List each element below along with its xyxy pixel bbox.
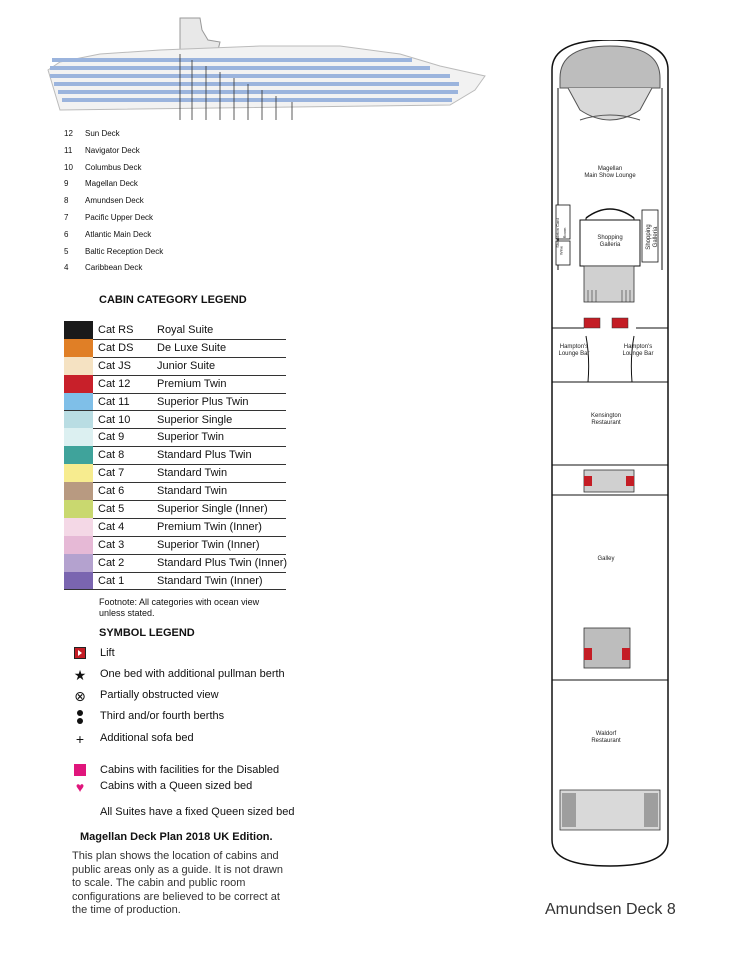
- color-swatch: [64, 464, 93, 482]
- color-swatch: [64, 339, 93, 357]
- plus-icon: +: [75, 731, 85, 747]
- deck-number: 8: [64, 196, 69, 206]
- category-code: Cat 7: [98, 467, 125, 480]
- deck-number: 7: [64, 213, 69, 222]
- category-name: Premium Twin: [157, 377, 227, 390]
- category-name: Standard Twin: [157, 485, 228, 498]
- deck-name-label: Columbus Deck: [85, 162, 142, 172]
- category-name: Superior Single (Inner): [157, 503, 268, 515]
- deck-name-label: Caribbean Deck: [85, 263, 143, 273]
- waldorf-restaurant-label: Waldorf Restaurant: [591, 731, 621, 744]
- shopping-galleria-label: Shopping Galleria: [597, 235, 623, 248]
- lift-icon: [584, 648, 592, 660]
- deck-number: 11: [64, 145, 73, 155]
- deck-name: Amundsen Deck 8: [545, 901, 676, 918]
- category-code: Cat 6: [98, 485, 125, 498]
- deck-plan-outline: [550, 40, 670, 870]
- color-swatch: [64, 411, 93, 429]
- symbol-label: Partially obstructed view: [100, 689, 219, 701]
- category-name: Premium Twin (Inner): [157, 520, 262, 533]
- cabin-legend-title: CABIN CATEGORY LEGEND: [99, 294, 247, 306]
- lift-icon: [622, 648, 630, 660]
- legend-row: [64, 500, 286, 519]
- category-name: Superior Twin: [157, 431, 225, 444]
- color-swatch: [64, 572, 93, 590]
- category-code: Cat 9: [98, 431, 125, 444]
- color-swatch: [64, 518, 93, 536]
- legend-row: [64, 518, 286, 537]
- berths-icon: [72, 709, 88, 725]
- category-name: Standard Plus Twin: [157, 449, 252, 462]
- star-icon: ★: [73, 667, 87, 683]
- footnote-line: Footnote: All categories with ocean view: [99, 597, 260, 607]
- category-name: Standard Twin (Inner): [157, 574, 263, 587]
- legend-row: [64, 321, 286, 340]
- symbol-label: Cabins with a Queen sized bed: [100, 780, 253, 792]
- legend-row: [64, 393, 286, 412]
- category-name: De Luxe Suite: [157, 341, 227, 354]
- deck-number: 9: [64, 179, 69, 189]
- category-code: Cat 10: [98, 413, 131, 426]
- lift-icon: [626, 476, 634, 486]
- category-code: Cat 12: [98, 377, 131, 390]
- obstructed-icon: ⊗: [74, 688, 86, 704]
- color-swatch: [64, 428, 93, 446]
- symbol-label: Additional sofa bed: [100, 732, 194, 744]
- main-show-lounge-label: Magellan Main Show Lounge: [584, 166, 636, 179]
- disabled-square-icon: [72, 763, 88, 779]
- card-room-label: Shackleton Card Room: [555, 218, 567, 248]
- lift-icon: [612, 318, 628, 328]
- deck-number: 10: [64, 162, 73, 172]
- deck-number: 6: [64, 229, 69, 239]
- side-shopping-galleria-label: Shopping Galleria: [646, 224, 659, 250]
- category-name: Standard Twin: [157, 467, 228, 480]
- legend-row: [64, 446, 286, 465]
- color-swatch: [64, 500, 93, 518]
- deck-number: 5: [64, 246, 69, 256]
- category-code: Cat RS: [98, 324, 134, 336]
- category-code: Cat 11: [98, 395, 130, 408]
- category-name: Superior Single: [157, 413, 233, 426]
- category-name: Royal Suite: [157, 324, 214, 336]
- symbol-label: Third and/or fourth berths: [100, 710, 225, 722]
- category-code: Cat 5: [98, 503, 125, 515]
- symbol-label: One bed with additional pullman berth: [100, 668, 285, 680]
- category-code: Cat 1: [98, 574, 125, 587]
- deck-name-label: Baltic Reception Deck: [85, 246, 164, 256]
- color-swatch: [64, 321, 93, 339]
- symbol-legend-title: SYMBOL LEGEND: [99, 627, 195, 639]
- symbol-label: Cabins with facilities for the Disabled: [100, 764, 280, 776]
- category-code: Cat 3: [98, 538, 125, 551]
- legend-row: [64, 572, 286, 591]
- galley-label: Galley: [597, 556, 615, 562]
- category-code: Cat 2: [98, 556, 125, 569]
- deck-name-label: Magellan Deck: [85, 179, 138, 189]
- legend-row: [64, 482, 286, 501]
- lift-icon: [584, 476, 592, 486]
- wine-label: Wine: [558, 245, 564, 256]
- category-code: Cat 4: [98, 520, 125, 533]
- funnel-shape: [180, 18, 220, 50]
- legend-row: [64, 411, 286, 430]
- category-name: Superior Twin (Inner): [157, 538, 260, 551]
- kensington-restaurant-label: Kensington Restaurant: [590, 413, 622, 426]
- legend-row: [64, 428, 286, 447]
- legend-row: [64, 464, 286, 483]
- category-code: Cat 8: [98, 449, 125, 462]
- lift-icon: [584, 318, 600, 328]
- deck-number: 12: [64, 129, 73, 138]
- ship-silhouette: [40, 10, 500, 120]
- color-swatch: [64, 393, 93, 411]
- category-name: Junior Suite: [157, 359, 216, 372]
- hamptons-lounge-bar-left-label: Hampton's Lounge Bar: [558, 344, 590, 357]
- legend-row: [64, 357, 286, 376]
- legend-row: [64, 554, 286, 573]
- plan-description: This plan shows the location of cabins and public areas only as a guide. It is not drawn to scale. The cabin and public room configurations are believed to be correct at the time of production.: [72, 850, 283, 916]
- color-swatch: [64, 554, 93, 572]
- category-code: Cat DS: [98, 341, 134, 354]
- legend-row: [64, 339, 286, 358]
- deck-name-label: Pacific Upper Deck: [85, 213, 154, 222]
- bow-structure: [560, 46, 660, 88]
- hamptons-lounge-bar-right-label: Hampton's Lounge Bar: [622, 344, 654, 357]
- deck-name-label: Navigator Deck: [85, 145, 140, 155]
- symbol-label: Lift: [100, 647, 115, 659]
- heart-icon: ♥: [75, 779, 85, 795]
- stairwell-fwd: [584, 266, 634, 302]
- deck-name-label: Sun Deck: [85, 129, 120, 138]
- color-swatch: [64, 536, 93, 554]
- legend-row: [64, 375, 286, 394]
- deck-number: 4: [64, 263, 69, 273]
- color-swatch: [64, 375, 93, 393]
- footnote-line: unless stated.: [99, 608, 155, 618]
- deck-name-label: Amundsen Deck: [85, 196, 144, 206]
- legend-row: [64, 536, 286, 555]
- color-swatch: [64, 357, 93, 375]
- category-name: Standard Plus Twin (Inner): [157, 556, 288, 569]
- color-swatch: [64, 482, 93, 500]
- category-code: Cat JS: [98, 359, 132, 372]
- plan-title: Magellan Deck Plan 2018 UK Edition.: [80, 831, 273, 843]
- legend-footnote: [99, 597, 299, 619]
- lift-icon: [72, 646, 88, 662]
- suites-note: All Suites have a fixed Queen sized bed: [100, 806, 295, 818]
- category-name: Superior Plus Twin: [157, 395, 249, 408]
- deck-name-label: Atlantic Main Deck: [85, 229, 152, 239]
- color-swatch: [64, 446, 93, 464]
